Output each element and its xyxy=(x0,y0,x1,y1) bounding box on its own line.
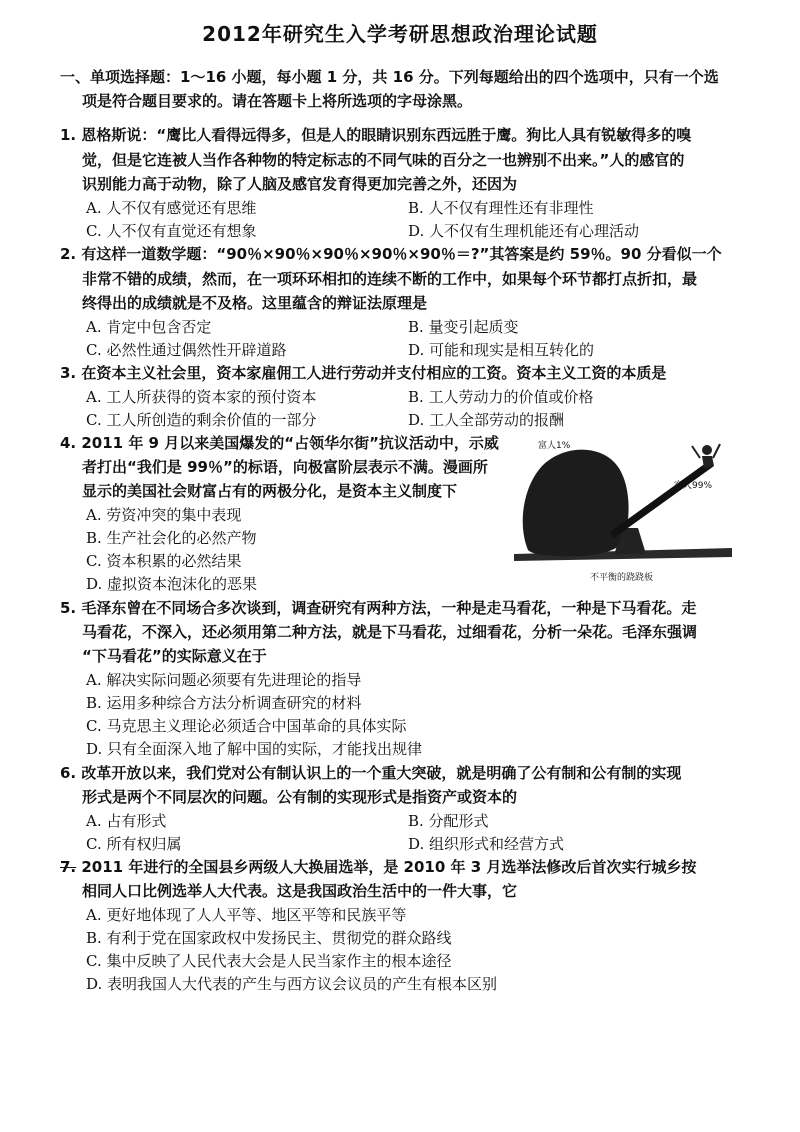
poor-label: 穷人99% xyxy=(674,481,713,491)
question-2-option-c: C. 必然性通过偶然性开辟道路 xyxy=(86,341,287,359)
question-1-stem-line-2: 觉，但是它连被人当作各种物的特定标志的不同气味的百分之一也辨别不出来。”人的感官的 xyxy=(82,151,685,169)
question-2-option-a: A. 肯定中包含否定 xyxy=(86,318,212,336)
question-1-option-b: B. 人不仅有理性还有非理性 xyxy=(408,199,594,217)
question-1-stem-line-3: 识别能力高于动物，除了人脑及感官发育得更加完善之外，还因为 xyxy=(82,175,518,193)
question-6-option-a: A. 占有形式 xyxy=(86,812,167,830)
question-7-stem-line-1 xyxy=(60,856,696,878)
question-5-stem-line-3: “下马看花”的实际意义在于 xyxy=(82,647,267,665)
question-4-option-d: D. 虚拟资本泡沫化的恶果 xyxy=(86,575,258,593)
poor-figure-head xyxy=(702,445,712,455)
question-2-stem-line-3: 终得出的成绩就是不及格。这里蕴含的辩证法原理是 xyxy=(82,294,428,312)
question-3-option-c: C. 工人所创造的剩余价值的一部分 xyxy=(86,411,317,429)
question-1-stem-line-1: 1. 恩格斯说：“鹰比人看得远得多，但是人的眼睛识别东西远胜于鹰。狗比人具有锐敏得多的嗅 xyxy=(60,126,692,144)
question-7-stem-text: 2011 年进行的全国县乡两级人大换届选举，是 2010 年 3 月选举法修改后首次实行城乡按 xyxy=(76,858,697,876)
question-4-stem-line-2: 者打出“我们是 99％”的标语，向极富阶层表示不满。漫画所 xyxy=(82,458,488,476)
question-3-option-a: A. 工人所获得的资本家的预付资本 xyxy=(86,388,317,406)
question-5-option-b: B. 运用多种综合方法分析调查研究的材料 xyxy=(86,694,362,712)
question-3-option-b: B. 工人劳动力的价值或价格 xyxy=(408,388,594,406)
cartoon-caption: 不平衡的跷跷板 xyxy=(590,573,654,583)
question-6-option-c: C. 所有权归属 xyxy=(86,835,182,853)
question-6-option-b: B. 分配形式 xyxy=(408,812,489,830)
question-7-option-d: D. 表明我国人大代表的产生与西方议会议员的产生有根本区别 xyxy=(86,975,498,993)
question-4-option-b: B. 生产社会化的必然产物 xyxy=(86,529,257,547)
question-5-option-d: D. 只有全面深入地了解中国的实际，才能找出规律 xyxy=(86,740,423,758)
question-1-option-a: A. 人不仅有感觉还有思维 xyxy=(86,199,257,217)
question-7-stem-line-2: 相同人口比例选举人大代表。这是我国政治生活中的一件大事，它 xyxy=(82,882,518,900)
question-3-stem-line-1: 3. 在资本主义社会里，资本家雇佣工人进行劳动并支付相应的工资。资本主义工资的本质是 xyxy=(60,364,667,382)
question-2-option-d: D. 可能和现实是相互转化的 xyxy=(408,341,595,359)
page-title: 2012年研究生入学考研思想政治理论试题 xyxy=(202,22,598,46)
rich-label: 富人1% xyxy=(538,441,571,451)
section-heading-line-2: 项是符合题目要求的。请在答题卡上将所选项的字母涂黑。 xyxy=(82,92,473,110)
rich-figure-blob xyxy=(523,450,629,557)
question-5-option-c: C. 马克思主义理论必须适合中国革命的具体实际 xyxy=(86,717,407,735)
question-5-stem-line-2: 马看花，不深入，还必须用第二种方法，就是下马看花，过细看花，分析一朵花。毛泽东强调 xyxy=(82,623,698,641)
question-4-option-a: A. 劳资冲突的集中表现 xyxy=(86,506,242,524)
seesaw-illustration xyxy=(514,436,732,586)
question-2-stem-line-2: 非常不错的成绩，然而，在一项环环相扣的连续不断的工作中，如果每个环节都打点折扣，最 xyxy=(82,270,698,288)
question-6-stem-line-2: 形式是两个不同层次的问题。公有制的实现形式是指资产或资本的 xyxy=(82,788,518,806)
question-6-option-d: D. 组织形式和经营方式 xyxy=(408,835,565,853)
question-7-option-a: A. 更好地体现了人人平等、地区平等和民族平等 xyxy=(86,906,407,924)
question-2-stem-line-1: 2. 有这样一道数学题：“90％×90％×90％×90％×90％＝?”其答案是约 59％。90 分看似一个 xyxy=(60,245,722,263)
seesaw-cartoon xyxy=(514,436,732,586)
question-6-stem-line-1: 6. 改革开放以来，我们党对公有制认识上的一个重大突破，就是明确了公有制和公有制的实现 xyxy=(60,764,682,782)
question-2-option-b: B. 量变引起质变 xyxy=(408,318,519,336)
question-3-option-d: D. 工人全部劳动的报酬 xyxy=(408,411,565,429)
section-heading-line-1: 一、单项选择题：1～16 小题，每小题 1 分，共 16 分。下列每题给出的四个选项中，只有一个选 xyxy=(60,68,719,86)
poor-figure-body xyxy=(702,456,714,468)
question-7-number: 7. xyxy=(60,858,77,876)
question-7-option-c: C. 集中反映了人民代表大会是人民当家作主的根本途径 xyxy=(86,952,452,970)
question-7-option-b: B. 有利于党在国家政权中发扬民主、贯彻党的群众路线 xyxy=(86,929,452,947)
question-5-option-a: A. 解决实际问题必须要有先进理论的指导 xyxy=(86,671,362,689)
question-4-option-c: C. 资本积累的必然结果 xyxy=(86,552,242,570)
question-4-stem-line-3: 显示的美国社会财富占有的两极分化，是资本主义制度下 xyxy=(82,482,458,500)
question-1-option-c: C. 人不仅有直觉还有想象 xyxy=(86,222,257,240)
question-1-option-d: D. 人不仅有生理机能还有心理活动 xyxy=(408,222,640,240)
question-5-stem-line-1: 5. 毛泽东曾在不同场合多次谈到，调查研究有两种方法，一种是走马看花，一种是下马看花。走 xyxy=(60,599,697,617)
question-4-stem-line-1: 4. 2011 年 9 月以来美国爆发的“占领华尔街”抗议活动中，示威 xyxy=(60,434,499,452)
